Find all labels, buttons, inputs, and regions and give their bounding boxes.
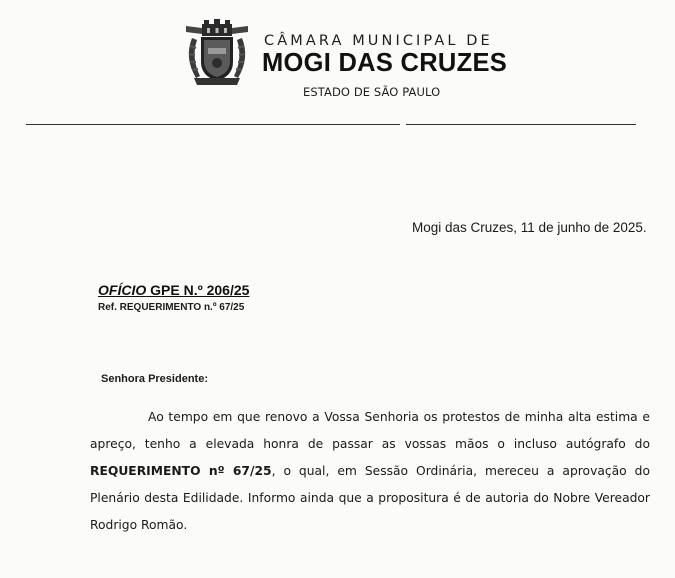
municipal-coat-of-arms-icon (182, 18, 252, 86)
header-divider-left (26, 124, 400, 125)
body-paragraph (90, 404, 650, 539)
body-text-part1: Ao tempo em que renovo a Vossa Senhoria os protestos de minha alta estima e apreço, tenho a elevada honra de passar as vossas mãos o incluso autógrafo do (90, 410, 650, 451)
salutation: Senhora Presidente: (101, 373, 208, 385)
state-line: ESTADO DE SÃO PAULO (303, 85, 441, 99)
oficio-code: GPE N.º 206/25 (146, 282, 250, 298)
reference-line: Ref. REQUERIMENTO n.º 67/25 (98, 302, 245, 313)
body-bold-reference: REQUERIMENTO nº 67/25 (90, 464, 272, 478)
body-text-part2: , o qual, em Sessão Ordinária, mereceu a aprovação do Plenário desta Edilidade. Informo ainda que a propositura é de autoria do Nobre Vereador Rodrigo Romão. (90, 464, 650, 532)
oficio-number (98, 282, 249, 298)
city-name: MOGI DAS CRUZES (262, 47, 508, 77)
oficio-word: OFÍCIO (98, 282, 147, 298)
date-line: Mogi das Cruzes, 11 de junho de 2025. (412, 220, 647, 235)
header-divider-right (406, 124, 636, 125)
chamber-title: CÂMARA MUNICIPAL DE (264, 33, 493, 49)
